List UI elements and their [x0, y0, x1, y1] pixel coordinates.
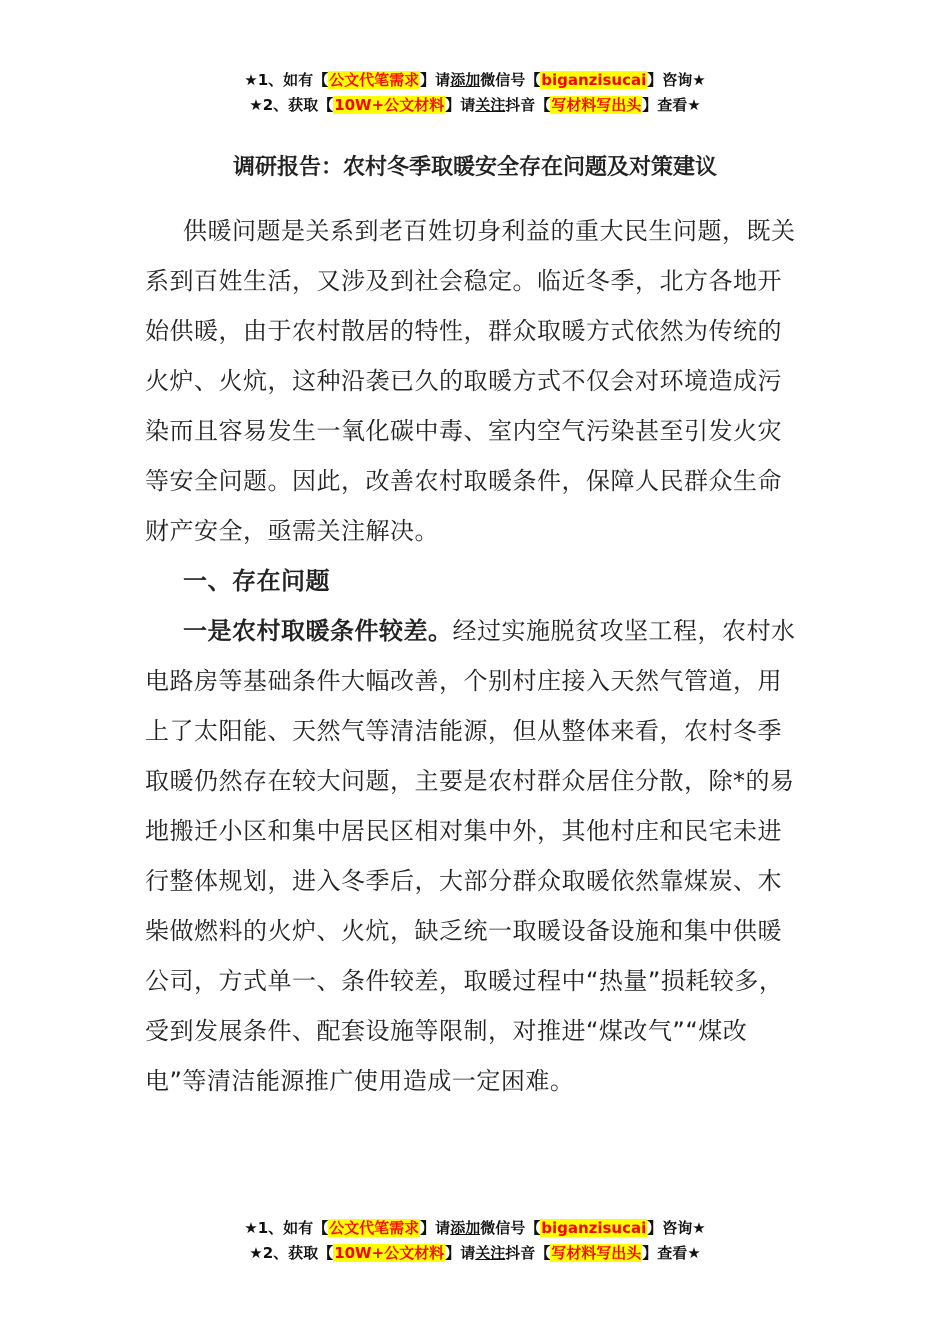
promo-line-2 [0, 1241, 950, 1266]
promo-underlined-text: 添加 [450, 1219, 481, 1237]
intro-paragraph: 供暖问题是关系到老百姓切身利益的重大民生问题，既关系到百姓生活，又涉及到社会稳定。临近冬季，北方各地开始供暖，由于农村散居的特性，群众取暖方式依然为传统的火炉、火炕，这种沿袭已久的取暖方式不仅会对环境造成污染而且容易发生一氧化碳中毒、室内空气污染甚至引发火灾等安全问题。因此，改善农村取暖条件，保障人民群众生命财产安全，亟需关注解决。 [145, 217, 796, 545]
promo-text: 】请 [420, 71, 451, 89]
promo-text: 】请 [420, 1219, 451, 1237]
promo-highlight: 公文代笔需求 [329, 71, 420, 89]
promo-text: 】请 [445, 96, 476, 114]
promo-text: 抖音【 [505, 1244, 551, 1262]
section-heading-block [145, 556, 805, 606]
promo-line-2 [0, 93, 950, 118]
promo-line-1 [0, 68, 950, 93]
promo-text: 微信号【 [480, 1219, 541, 1237]
promo-underlined-text: 添加 [450, 71, 481, 89]
promo-text: ★1、如有【 [244, 1219, 329, 1237]
problem-paragraph [145, 606, 805, 1106]
promo-text: ★2、获取【 [249, 1244, 334, 1262]
promo-highlight-douyin-id: 写材料写出头 [551, 1244, 642, 1262]
promo-highlight-douyin-id: 写材料写出头 [551, 96, 642, 114]
promo-highlight-wechat-id: biganzisucai [541, 1219, 647, 1237]
section-heading: 一、存在问题 [183, 567, 330, 595]
intro-paragraph-block [145, 206, 805, 556]
promo-underlined-text: 关注 [475, 1244, 506, 1262]
problem-body-text: 经过实施脱贫攻坚工程，农村水电路房等基础条件大幅改善，个别村庄接入天然气管道，用上了太阳能、天然气等清洁能源，但从整体来看，农村冬季取暖仍然存在较大问题，主要是农村群众居住分散，除*的易地搬迁小区和集中居民区相对集中外，其他村庄和民宅未进行整体规划，进入冬季后，大部分群众取暖依然靠煤炭、木柴做燃料的火炉、火炕，缺乏统一取暖设备设施和集中供暖公司，方式单一、条件较差，取暖过程中“热量”损耗较多，受到发展条件、配套设施等限制，对推进“煤改气”“煤改电”等清洁能源推广使用造成一定困难。 [145, 617, 796, 1095]
promo-text: 】咨询★ [647, 1219, 706, 1237]
promo-highlight: 公文代笔需求 [329, 1219, 420, 1237]
promo-banner-bottom [0, 1216, 950, 1266]
promo-text: ★2、获取【 [249, 96, 334, 114]
promo-text: 】请 [445, 1244, 476, 1262]
document-title: 调研报告：农村冬季取暖安全存在问题及对策建议 [232, 155, 717, 180]
promo-banner-top [0, 68, 950, 118]
promo-highlight-wechat-id: biganzisucai [541, 71, 647, 89]
promo-highlight: 10W+公文材料 [334, 1244, 445, 1262]
promo-text: 微信号【 [480, 71, 541, 89]
problem-paragraph-block [145, 606, 805, 1106]
promo-line-1 [0, 1216, 950, 1241]
promo-text: 抖音【 [505, 96, 551, 114]
promo-underlined-text: 关注 [475, 96, 506, 114]
promo-text: 】查看★ [642, 1244, 701, 1262]
promo-highlight: 10W+公文材料 [334, 96, 445, 114]
promo-text: 】咨询★ [647, 71, 706, 89]
promo-text: 】查看★ [642, 96, 701, 114]
problem-lead-sentence: 一是农村取暖条件较差。 [183, 617, 453, 645]
promo-text: ★1、如有【 [244, 71, 329, 89]
